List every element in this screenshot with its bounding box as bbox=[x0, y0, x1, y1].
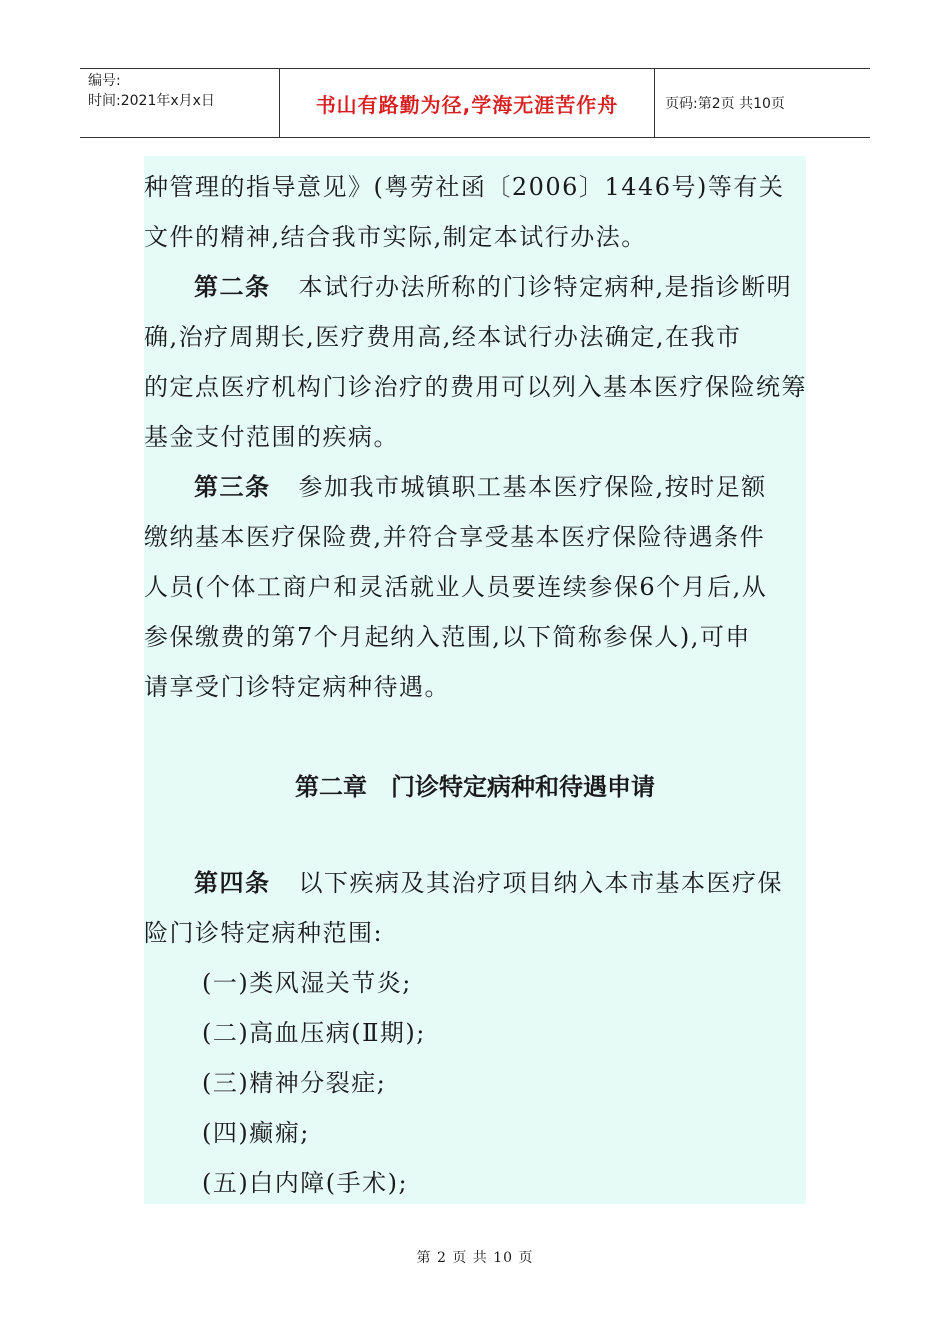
article-3-line: 缴纳基本医疗保险费,并符合享受基本医疗保险待遇条件 bbox=[144, 523, 766, 551]
article-2-line: 确,治疗周期长,医疗费用高,经本试行办法确定,在我市 bbox=[144, 323, 742, 351]
page-info: 页码:第2页 共10页 bbox=[665, 96, 785, 112]
article-3-line: 参加我市城镇职工基本医疗保险,按时足额 bbox=[298, 473, 767, 501]
document-body bbox=[144, 156, 806, 1204]
article-3-heading: 第三条 bbox=[194, 473, 271, 501]
article-4 bbox=[144, 858, 856, 908]
article-2 bbox=[144, 262, 856, 312]
article-3-line: 请享受门诊特定病种待遇。 bbox=[144, 673, 450, 701]
article-2-line: 的定点医疗机构门诊治疗的费用可以列入基本医疗保险统筹 bbox=[144, 373, 807, 401]
list-item: (四)癫痫; bbox=[202, 1119, 310, 1147]
date-line: 时间:2021年x月x日 bbox=[88, 93, 215, 109]
article-3 bbox=[144, 462, 856, 512]
page-footer: 第 2 页 共 10 页 bbox=[416, 1250, 534, 1266]
body-line: 种管理的指导意见》(粤劳社函〔2006〕1446号)等有关 bbox=[144, 173, 785, 201]
list-item: (二)高血压病(Ⅱ期); bbox=[202, 1019, 426, 1047]
header-meta bbox=[80, 69, 280, 137]
number-label: 编号: bbox=[88, 73, 121, 89]
motto: 书山有路勤为径,学海无涯苦作舟 bbox=[280, 69, 655, 137]
article-2-line: 本试行办法所称的门诊特定病种,是指诊断明 bbox=[298, 273, 793, 301]
article-4-heading: 第四条 bbox=[194, 869, 271, 897]
article-2-heading: 第二条 bbox=[194, 273, 271, 301]
chapter-title: 第二章 门诊特定病种和待遇申请 bbox=[295, 773, 655, 801]
list-item: (五)白内障(手术); bbox=[202, 1169, 409, 1197]
body-line: 文件的精神,结合我市实际,制定本试行办法。 bbox=[144, 223, 647, 251]
article-4-line: 险门诊特定病种范围: bbox=[144, 919, 384, 947]
list-item: (一)类风湿关节炎; bbox=[202, 969, 412, 997]
article-2-line: 基金支付范围的疾病。 bbox=[144, 423, 399, 451]
article-3-line: 人员(个体工商户和灵活就业人员要连续参保6个月后,从 bbox=[144, 573, 768, 601]
article-4-line: 以下疾病及其治疗项目纳入本市基本医疗保 bbox=[298, 869, 783, 897]
page-header bbox=[80, 68, 870, 138]
article-3-line: 参保缴费的第7个月起纳入范围,以下简称参保人),可申 bbox=[144, 623, 751, 651]
list-item: (三)精神分裂症; bbox=[202, 1069, 387, 1097]
